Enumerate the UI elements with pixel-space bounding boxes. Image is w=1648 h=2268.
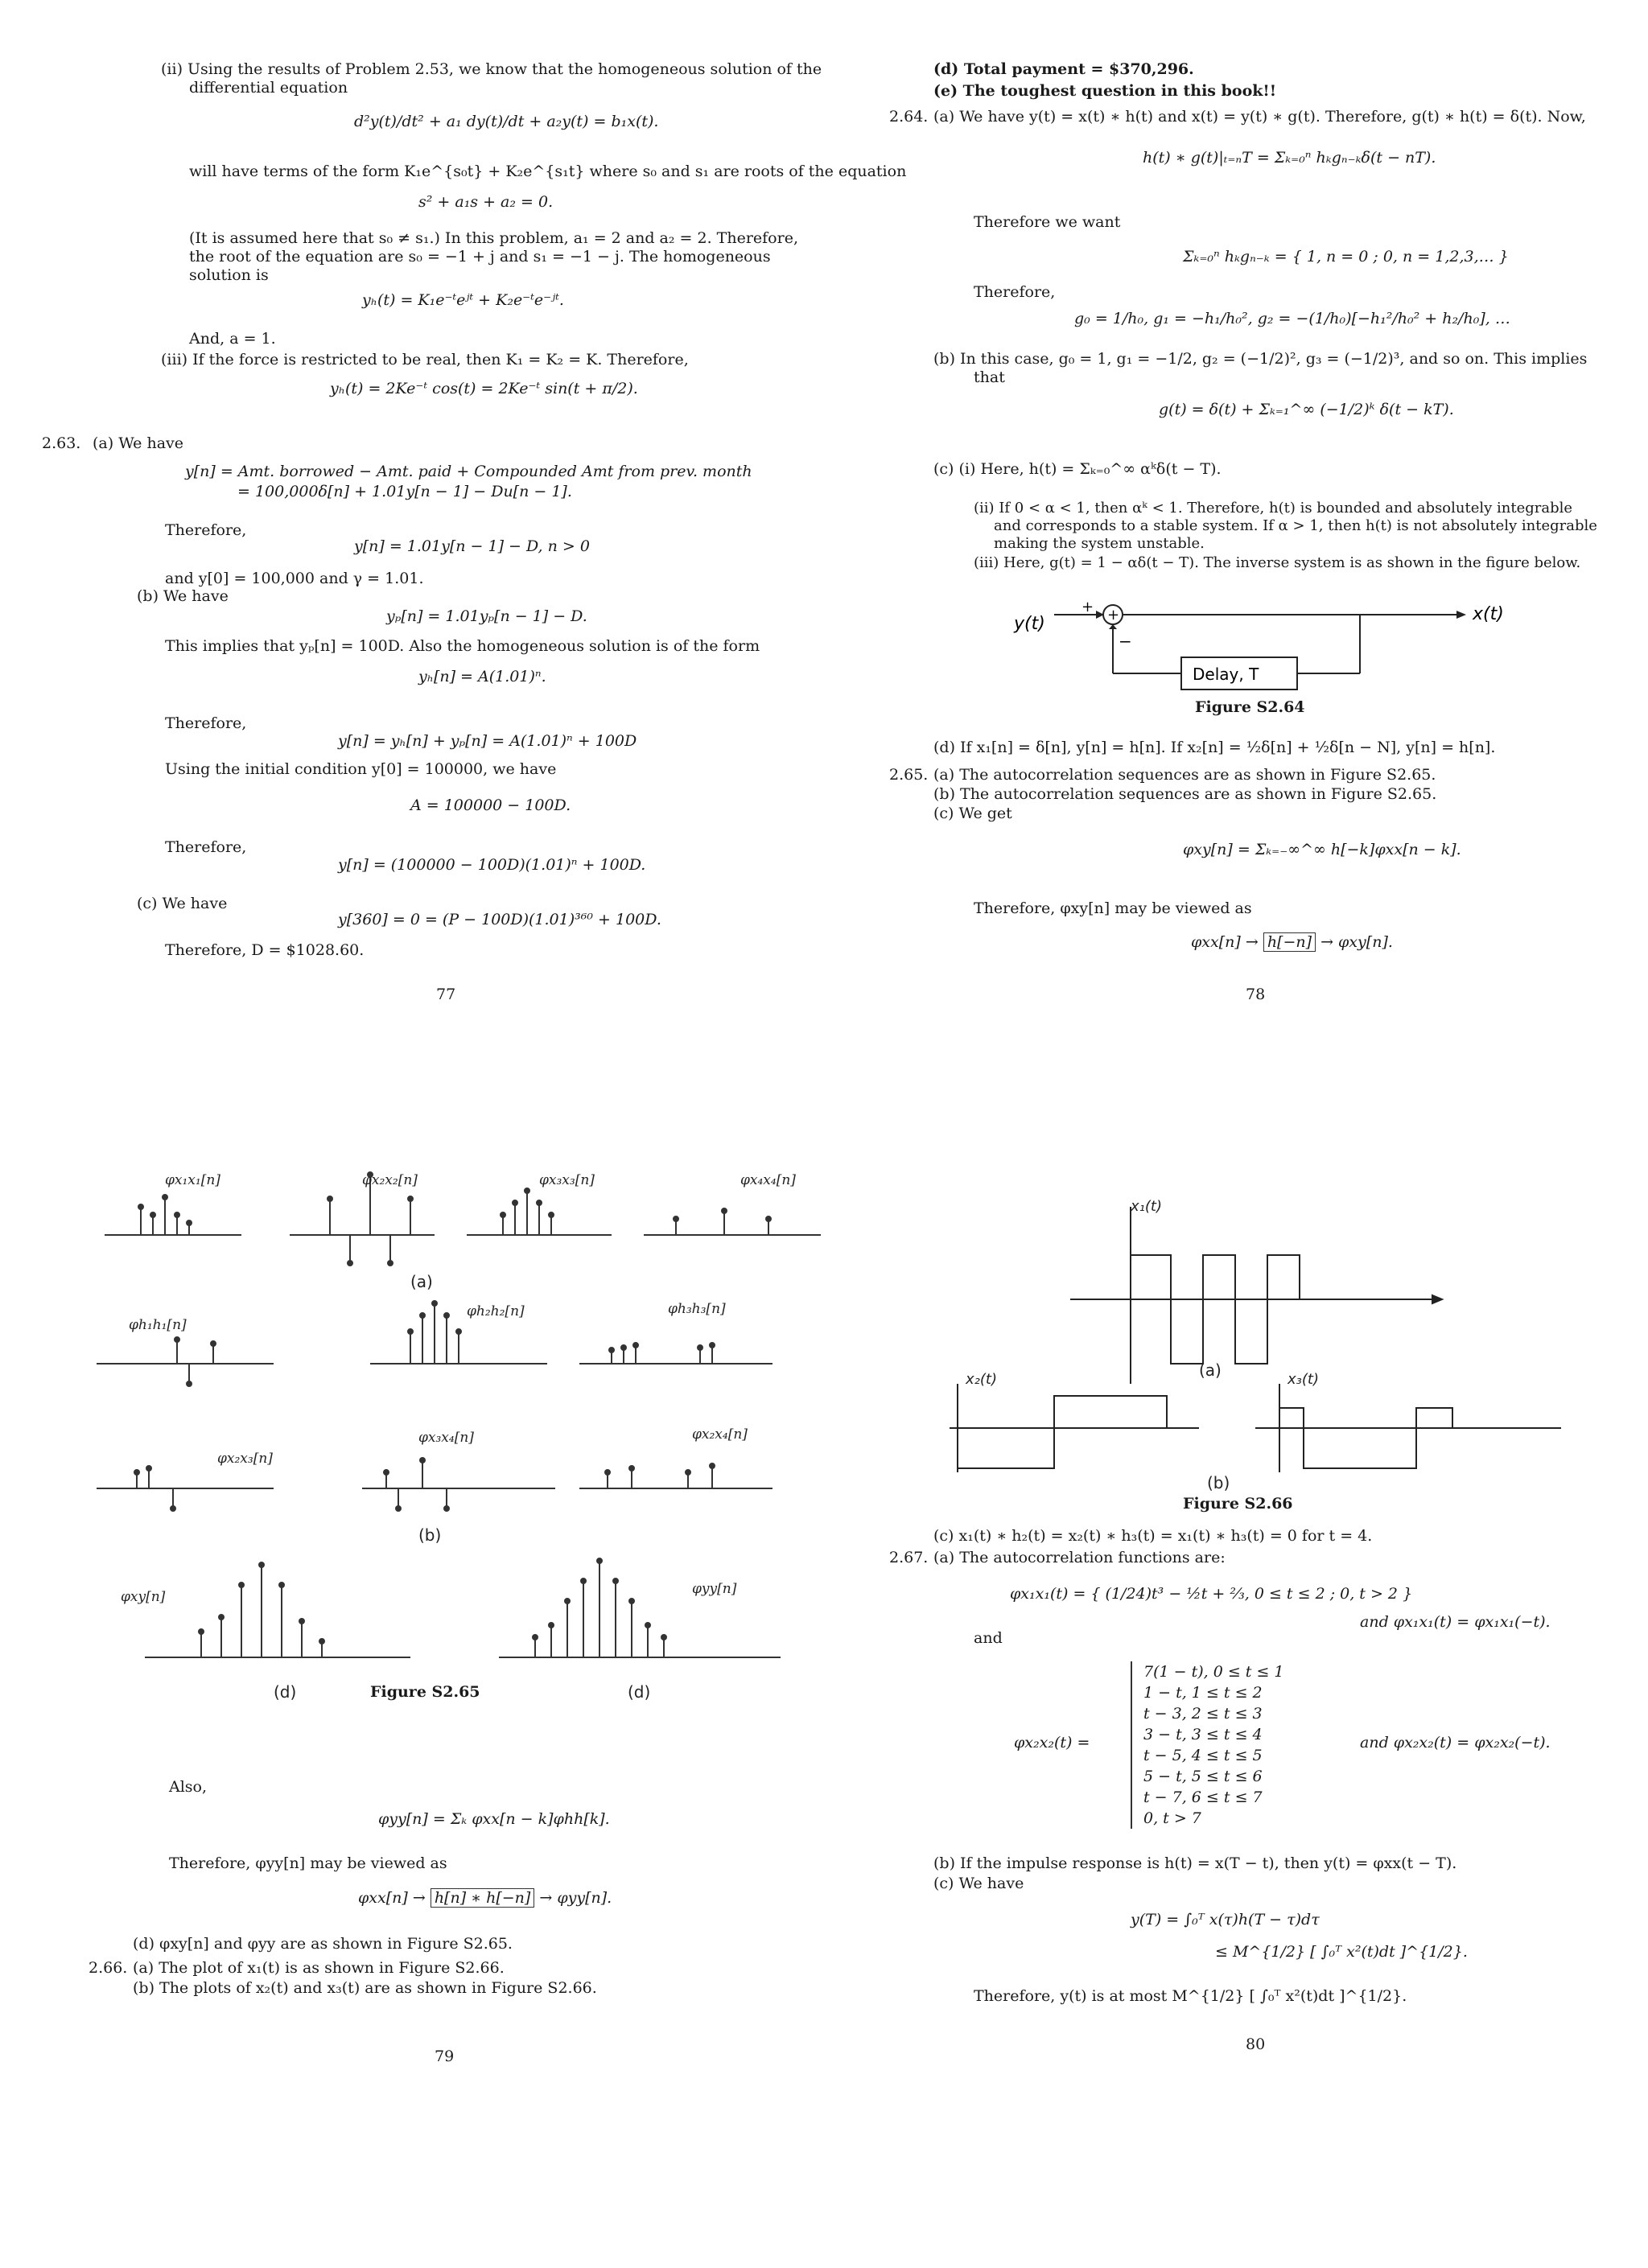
text-line: (d) Total payment = $370,296. bbox=[933, 60, 1194, 78]
equation: g(t) = δ(t) + Σₖ₌₁^∞ (−1/2)ᵏ δ(t − kT). bbox=[1159, 401, 1454, 418]
stem-dot bbox=[722, 1208, 727, 1213]
page-77 bbox=[32, 32, 907, 1078]
stem-dot bbox=[629, 1599, 634, 1603]
text-line: (c) (i) Here, h(t) = Σₖ₌₀^∞ αᵏδ(t − T). bbox=[933, 460, 1222, 478]
output-label: x(t) bbox=[1473, 604, 1504, 624]
stem-dot bbox=[408, 1196, 413, 1201]
stem-dot bbox=[384, 1470, 389, 1475]
signal-label: x₂(t) bbox=[966, 1371, 997, 1388]
stem-dot bbox=[710, 1463, 715, 1468]
stem-dot bbox=[581, 1579, 586, 1583]
figure-s2-66 bbox=[853, 1142, 1648, 1593]
minus-sign: − bbox=[1119, 632, 1132, 651]
equation: and φx₁x₁(t) = φx₁x₁(−t). bbox=[1360, 1613, 1551, 1631]
stem-dot bbox=[444, 1506, 449, 1511]
case-row: 0, t > 7 bbox=[1143, 1809, 1201, 1827]
equation: yₚ[n] = 1.01yₚ[n − 1] − D. bbox=[386, 607, 587, 625]
text-line: (e) The toughest question in this book!! bbox=[933, 82, 1277, 100]
case-row: 3 − t, 3 ≤ t ≤ 4 bbox=[1143, 1726, 1263, 1743]
subfigure-label: (a) bbox=[1199, 1360, 1222, 1380]
stem-dot bbox=[698, 1345, 702, 1350]
text-line: (b) We have bbox=[137, 587, 229, 605]
stem-dot bbox=[175, 1212, 179, 1217]
block-chain bbox=[1191, 933, 1393, 951]
subfigure-label: (a) bbox=[410, 1272, 433, 1291]
stem-dot bbox=[605, 1470, 610, 1475]
case-row: 5 − t, 5 ≤ t ≤ 6 bbox=[1143, 1768, 1263, 1785]
stem-dot bbox=[163, 1195, 167, 1200]
stem-dot bbox=[187, 1220, 192, 1225]
text-line: Therefore, φyy[n] may be viewed as bbox=[169, 1854, 447, 1872]
text-line: Therefore, bbox=[165, 838, 247, 856]
figure-caption: Figure S2.65 bbox=[370, 1683, 480, 1701]
signal-label: x₁(t) bbox=[1131, 1198, 1162, 1215]
plot-label: φx₃x₃[n] bbox=[539, 1172, 595, 1188]
text-line: This implies that yₚ[n] = 100D. Also the homogeneous solution is of the form bbox=[165, 637, 760, 655]
text-line: (a) We have y(t) = x(t) ∗ h(t) and x(t) = y(t) ∗ g(t). Therefore, g(t) ∗ h(t) = δ(t). Now, bbox=[933, 108, 1586, 126]
equation: and φx₂x₂(t) = φx₂x₂(−t). bbox=[1360, 1734, 1551, 1751]
equation: y(T) = ∫₀ᵀ x(τ)h(T − τ)dτ bbox=[1131, 1911, 1320, 1928]
text-line: (iii) If the force is restricted to be real, then K₁ = K₂ = K. Therefore, bbox=[161, 351, 689, 368]
stem-dot bbox=[348, 1261, 352, 1266]
text-line: Therefore we want bbox=[974, 213, 1121, 231]
stem-dot bbox=[420, 1313, 425, 1318]
stem-dot bbox=[456, 1329, 461, 1334]
page-number: 79 bbox=[435, 2048, 455, 2065]
text-line: And, a = 1. bbox=[189, 330, 276, 348]
text-line: (iii) Here, g(t) = 1 − αδ(t − T). The inverse system is as shown in the figure below. bbox=[974, 554, 1581, 571]
plot-label: φxy[n] bbox=[121, 1589, 166, 1605]
text-line: and bbox=[974, 1629, 1003, 1647]
stem-dot bbox=[613, 1579, 618, 1583]
text-line: Therefore, bbox=[974, 283, 1056, 301]
equation: s² + a₁s + a₂ = 0. bbox=[418, 193, 554, 211]
case-row: 1 − t, 1 ≤ t ≤ 2 bbox=[1143, 1684, 1263, 1702]
text-line: (a) The plot of x₁(t) is as shown in Figure S2.66. bbox=[133, 1959, 505, 1977]
stem-dot bbox=[388, 1261, 393, 1266]
plot-label: φx₃x₄[n] bbox=[418, 1430, 474, 1446]
chain-output: → φyy[n]. bbox=[539, 1889, 612, 1907]
equation: yₕ(t) = K₁e⁻ᵗeʲᵗ + K₂e⁻ᵗe⁻ʲᵗ. bbox=[362, 291, 564, 309]
stem-dot bbox=[533, 1635, 538, 1640]
stem-dot bbox=[513, 1200, 517, 1205]
text-line: will have terms of the form K₁e^{s₀t} + K₂e^{s₁t} where s₀ and s₁ are roots of the equation bbox=[189, 163, 907, 180]
equation: yₕ[n] = A(1.01)ⁿ. bbox=[418, 668, 546, 685]
plot-label: φx₂x₄[n] bbox=[692, 1426, 748, 1443]
equation: g₀ = 1/h₀, g₁ = −h₁/h₀², g₂ = −(1/h₀)[−h₁²/h₀² + h₂/h₀], … bbox=[1074, 310, 1510, 327]
plot-label: φh₁h₁[n] bbox=[129, 1317, 187, 1333]
stem-dot bbox=[420, 1458, 425, 1463]
piecewise-cases bbox=[1131, 1661, 1284, 1829]
text-line: (It is assumed here that s₀ ≠ s₁.) In this problem, a₁ = 2 and a₂ = 2. Therefore, bbox=[189, 229, 798, 247]
text-line: making the system unstable. bbox=[994, 535, 1205, 552]
arrow-head bbox=[1456, 611, 1466, 619]
problem-number: 2.63. bbox=[42, 434, 81, 452]
page-80 bbox=[853, 1142, 1648, 2188]
text-line: differential equation bbox=[189, 79, 348, 97]
subfigure-label: (d) bbox=[628, 1682, 651, 1702]
equation: φx₂x₂(t) = bbox=[1014, 1734, 1090, 1751]
stem-dot bbox=[219, 1615, 224, 1620]
arrow-head bbox=[1109, 624, 1117, 629]
stem-dot bbox=[549, 1623, 554, 1628]
subfigure-label: (b) bbox=[1207, 1473, 1230, 1492]
stem-dot bbox=[171, 1506, 175, 1511]
equation: y[360] = 0 = (P − 100D)(1.01)³⁶⁰ + 100D. bbox=[338, 911, 661, 928]
figure-caption: Figure S2.66 bbox=[1183, 1495, 1293, 1513]
arrow-head bbox=[1432, 1295, 1442, 1303]
stem-dot bbox=[444, 1313, 449, 1318]
text-line: solution is bbox=[189, 266, 269, 284]
equation: = 100,000δ[n] + 1.01y[n − 1] − Du[n − 1]. bbox=[237, 483, 572, 500]
stem-dot bbox=[629, 1466, 634, 1471]
equation: h(t) ∗ g(t)|ₜ₌ₙT = Σₖ₌₀ⁿ hₖgₙ₋ₖδ(t − nT). bbox=[1143, 149, 1436, 167]
page-number: 80 bbox=[1246, 2035, 1266, 2053]
stem-dot bbox=[501, 1212, 505, 1217]
equation: d²y(t)/dt² + a₁ dy(t)/dt + a₂y(t) = b₁x(t). bbox=[354, 113, 659, 130]
text-line: (b) The plots of x₂(t) and x₃(t) are as shown in Figure S2.66. bbox=[133, 1979, 597, 1997]
x3-waveform bbox=[1279, 1408, 1452, 1468]
figure-caption: Figure S2.64 bbox=[1195, 698, 1305, 716]
stem-dot bbox=[259, 1562, 264, 1567]
problem-number: 2.66. bbox=[89, 1959, 128, 1977]
equation: y[n] = 1.01y[n − 1] − D, n > 0 bbox=[354, 537, 590, 555]
problem-number: 2.65. bbox=[889, 766, 929, 784]
stem-dot bbox=[597, 1558, 602, 1563]
stem-dot bbox=[408, 1329, 413, 1334]
chain-block: h[−n] bbox=[1263, 932, 1316, 952]
case-row: t − 7, 6 ≤ t ≤ 7 bbox=[1143, 1788, 1263, 1806]
x1-waveform bbox=[1131, 1255, 1300, 1364]
stem-dot bbox=[661, 1635, 666, 1640]
text-line: the root of the equation are s₀ = −1 + j and s₁ = −1 − j. The homogeneous bbox=[189, 248, 771, 265]
stem-dot bbox=[239, 1583, 244, 1587]
equation: y[n] = yₕ[n] + yₚ[n] = A(1.01)ⁿ + 100D bbox=[338, 732, 637, 750]
plot-label: φx₂x₃[n] bbox=[217, 1451, 273, 1467]
text-line: (a) We have bbox=[93, 434, 183, 452]
chain-input: φxx[n] → bbox=[1191, 933, 1259, 951]
text-line: (a) The autocorrelation functions are: bbox=[933, 1549, 1226, 1566]
text-line: Also, bbox=[169, 1778, 208, 1796]
stem-dot bbox=[396, 1506, 401, 1511]
text-line: and corresponds to a stable system. If α > 1, then h(t) is not absolutely integrable bbox=[994, 517, 1597, 534]
equation: A = 100000 − 100D. bbox=[410, 796, 571, 814]
stem-dot bbox=[645, 1623, 650, 1628]
text-line: Therefore, y(t) is at most M^{1/2} [ ∫₀ᵀ x²(t)dt ]^{1/2}. bbox=[974, 1987, 1407, 2005]
plot-label: φh₂h₂[n] bbox=[467, 1303, 525, 1319]
stem-dot bbox=[609, 1348, 614, 1352]
text-line: Using the initial condition y[0] = 100000, we have bbox=[165, 760, 557, 778]
stem-dot bbox=[674, 1216, 678, 1221]
stem-dot bbox=[211, 1341, 216, 1346]
chain-output: → φxy[n]. bbox=[1320, 933, 1393, 951]
stem-dot bbox=[537, 1200, 542, 1205]
stem-dot bbox=[187, 1381, 192, 1386]
text-line: Therefore, bbox=[165, 521, 247, 539]
junction-plus: + bbox=[1107, 607, 1120, 624]
x2-waveform bbox=[958, 1396, 1167, 1468]
input-label: y(t) bbox=[1014, 614, 1045, 634]
text-line: (b) If the impulse response is h(t) = x(T − t), then y(t) = φxx(t − T). bbox=[933, 1854, 1457, 1872]
block-chain bbox=[358, 1889, 612, 1907]
stem-dot bbox=[328, 1196, 332, 1201]
plot-label: φx₄x₄[n] bbox=[740, 1172, 796, 1188]
chain-input: φxx[n] → bbox=[358, 1889, 426, 1907]
equation: φx₁x₁(t) = { (1/24)t³ − ½t + ⅔, 0 ≤ t ≤ 2 ; 0, t > 2 } bbox=[1010, 1585, 1413, 1603]
stem-dot bbox=[710, 1343, 715, 1348]
text-line: (c) We get bbox=[933, 805, 1012, 822]
page-number: 77 bbox=[436, 986, 456, 1003]
text-line: (c) We have bbox=[933, 1875, 1024, 1892]
stem-dot bbox=[549, 1212, 554, 1217]
text-line: Therefore, φxy[n] may be viewed as bbox=[974, 899, 1252, 917]
chain-block: h[n] ∗ h[−n] bbox=[431, 1888, 535, 1908]
stem-dot bbox=[138, 1204, 143, 1209]
text-line: that bbox=[974, 368, 1005, 386]
problem-number: 2.67. bbox=[889, 1549, 929, 1566]
plot-label: φh₃h₃[n] bbox=[668, 1301, 726, 1317]
text-line: (c) x₁(t) ∗ h₂(t) = x₂(t) ∗ h₃(t) = x₁(t) ∗ h₃(t) = 0 for t = 4. bbox=[933, 1527, 1373, 1545]
text-line: (d) φxy[n] and φyy are as shown in Figure S2.65. bbox=[133, 1935, 513, 1953]
stem-dot bbox=[150, 1212, 155, 1217]
text-line: (b) In this case, g₀ = 1, g₁ = −1/2, g₂ = (−1/2)², g₃ = (−1/2)³, and so on. This implies bbox=[933, 350, 1588, 368]
equation: yₕ(t) = 2Ke⁻ᵗ cos(t) = 2Ke⁻ᵗ sin(t + π/2). bbox=[330, 380, 638, 397]
equation: y[n] = (100000 − 100D)(1.01)ⁿ + 100D. bbox=[338, 856, 646, 874]
stem-dot bbox=[565, 1599, 570, 1603]
figure-s2-65 bbox=[32, 1142, 837, 1722]
case-row: t − 3, 2 ≤ t ≤ 3 bbox=[1143, 1705, 1263, 1723]
equation: y[n] = Amt. borrowed − Amt. paid + Compounded Amt from prev. month bbox=[185, 463, 752, 480]
plot-label: φx₂x₂[n] bbox=[362, 1172, 418, 1188]
stem-dot bbox=[525, 1188, 529, 1193]
stem-dot bbox=[319, 1639, 324, 1644]
stem-dot bbox=[175, 1337, 179, 1342]
plot-label: φx₁x₁[n] bbox=[165, 1172, 220, 1188]
equation: φyy[n] = Σₖ φxx[n − k]φhh[k]. bbox=[378, 1810, 610, 1828]
stem-dot bbox=[633, 1343, 638, 1348]
stem-dot bbox=[299, 1619, 304, 1624]
stem-dot bbox=[432, 1301, 437, 1306]
page-79 bbox=[32, 1142, 837, 2188]
stem-dot bbox=[146, 1466, 151, 1471]
text-line: (c) We have bbox=[137, 895, 228, 912]
plus-sign: + bbox=[1082, 599, 1094, 615]
stem-dot bbox=[686, 1470, 690, 1475]
subfigure-label: (b) bbox=[418, 1525, 442, 1545]
text-line: and y[0] = 100,000 and γ = 1.01. bbox=[165, 570, 424, 587]
equation: φxy[n] = Σₖ₌₋∞^∞ h[−k]φxx[n − k]. bbox=[1183, 841, 1461, 858]
text-line: (d) If x₁[n] = δ[n], y[n] = h[n]. If x₂[n] = ½δ[n] + ½δ[n − N], y[n] = h[n]. bbox=[933, 739, 1496, 756]
stem-dot bbox=[766, 1216, 771, 1221]
stem-dot bbox=[199, 1629, 204, 1634]
plot-label: φyy[n] bbox=[692, 1581, 737, 1597]
equation: ≤ M^{1/2} [ ∫₀ᵀ x²(t)dt ]^{1/2}. bbox=[1215, 1943, 1468, 1961]
page-number: 78 bbox=[1246, 986, 1266, 1003]
delay-label: Delay, T bbox=[1193, 665, 1259, 684]
problem-number: 2.64. bbox=[889, 108, 929, 126]
case-row: t − 5, 4 ≤ t ≤ 5 bbox=[1143, 1747, 1263, 1764]
stem-dot bbox=[134, 1470, 139, 1475]
page-78 bbox=[853, 32, 1648, 1078]
stem-dot bbox=[279, 1583, 284, 1587]
text-line: (ii) Using the results of Problem 2.53, we know that the homogeneous solution of the bbox=[161, 60, 822, 78]
inverse-system-diagram bbox=[998, 573, 1513, 718]
text-line: (ii) If 0 < α < 1, then αᵏ < 1. Therefore, h(t) is bounded and absolutely integrable bbox=[974, 500, 1573, 517]
equation: Σₖ₌₀ⁿ hₖgₙ₋ₖ = { 1, n = 0 ; 0, n = 1,2,3,… } bbox=[1183, 248, 1509, 265]
text-line: Therefore, D = $1028.60. bbox=[165, 941, 365, 959]
subfigure-label: (d) bbox=[274, 1682, 297, 1702]
text-line: (b) The autocorrelation sequences are as shown in Figure S2.65. bbox=[933, 785, 1437, 803]
signal-label: x₃(t) bbox=[1288, 1371, 1319, 1388]
case-row: 7(1 − t), 0 ≤ t ≤ 1 bbox=[1143, 1663, 1284, 1681]
stem-dot bbox=[621, 1345, 626, 1350]
text-line: Therefore, bbox=[165, 714, 247, 732]
text-line: (a) The autocorrelation sequences are as shown in Figure S2.65. bbox=[933, 766, 1436, 784]
